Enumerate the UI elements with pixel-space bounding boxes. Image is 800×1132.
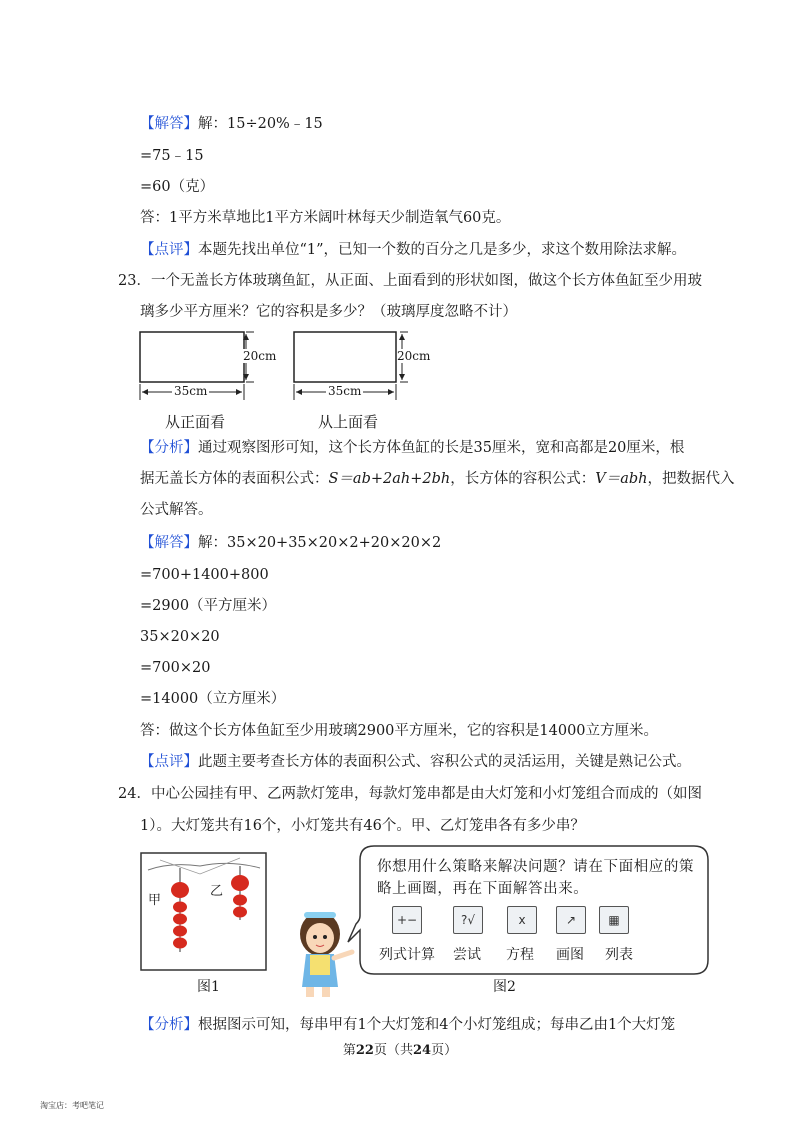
answer-tag: 【解答】: [140, 116, 198, 132]
analysis-tag: 【分析】: [140, 440, 198, 456]
bubble-line2: 略上画圈，再在下面解答出来。: [377, 881, 589, 897]
answer-tag: 【解答】: [140, 535, 198, 551]
q23-step5: =14000（立方厘米）: [140, 691, 286, 707]
q22-conclusion: 答：1平方米草地比1平方米阔叶林每天少制造氧气60克。: [140, 210, 511, 226]
graph-icon: ↗: [556, 906, 586, 934]
front-width-label: 35cm: [174, 384, 208, 398]
lantern-string-jia: [171, 868, 189, 952]
q23-step2: =2900（平方厘米）: [140, 598, 277, 614]
top-view-caption: 从上面看: [318, 413, 379, 431]
top-width-label: 35cm: [328, 384, 362, 398]
q23-analysis-line3: 公式解答。: [140, 502, 213, 518]
strategy-table: 列表: [605, 947, 633, 963]
page-footer: 第22页（共24页）: [342, 1043, 458, 1058]
front-view-caption: 从正面看: [165, 413, 226, 431]
label-jia: 甲: [148, 893, 162, 908]
q23-analysis-line1: 【分析】通过观察图形可知，这个长方体鱼缸的长是35厘米，宽和高都是20厘米，根: [140, 440, 685, 456]
analysis-tag: 【分析】: [140, 1017, 198, 1033]
table-icon: ▦: [599, 906, 629, 934]
total-pages: 24: [413, 1043, 432, 1058]
trial-icon: ?√: [453, 906, 483, 934]
bubble-line1: 你想用什么策略来解决问题？请在下面相应的策: [377, 859, 695, 875]
front-view-rect: [140, 332, 244, 382]
q23-step1: =700+1400+800: [140, 567, 269, 583]
q23-step4: =700×20: [140, 660, 211, 676]
q23-comment: 【点评】此题主要考查长方体的表面积公式、容积公式的灵活运用，关键是熟记公式。: [140, 754, 691, 770]
q23-conclusion: 答：做这个长方体鱼缸至少用玻璃2900平方厘米，它的容积是14000立方厘米。: [140, 723, 659, 739]
strategy-equation: 方程: [506, 947, 534, 963]
calculation-icon: +−: [392, 906, 422, 934]
q22-comment: 【点评】本题先找出单位“1”，已知一个数的百分之几是多少，求这个数用除法求解。: [140, 242, 687, 258]
strategy-graph: 画图: [556, 947, 584, 963]
q24-figure1: [140, 852, 268, 972]
equation-icon: x: [507, 906, 537, 934]
q23-answer-line: 【解答】解：35×20+35×20×2+20×20×2: [140, 535, 442, 551]
girl-illustration: [300, 912, 352, 997]
label-yi: 乙: [210, 884, 224, 899]
q23-step3: 35×20×20: [140, 629, 220, 645]
front-height-label: 20cm: [243, 349, 277, 363]
figure2-caption: 图2: [493, 979, 516, 995]
q23-question-line1: 23．一个无盖长方体玻璃鱼缸，从正面、上面看到的形状如图，做这个长方体鱼缸至少用玻: [118, 273, 702, 289]
comment-tag: 【点评】: [140, 754, 198, 770]
page-number: 22: [355, 1043, 374, 1058]
q22-step1: =75﹣15: [140, 148, 204, 164]
q22-step2: =60（克）: [140, 179, 215, 195]
strategy-calculation: 列式计算: [379, 947, 435, 963]
strategy-trial: 尝试: [453, 947, 481, 963]
q24-analysis-line1: 【分析】根据图示可知，每串甲有1个大灯笼和4个小灯笼组成；每串乙由1个大灯笼: [140, 1017, 676, 1033]
q22-answer-line: 【解答】解：15÷20%﹣15: [140, 116, 323, 132]
shop-note: 淘宝店：考吧笔记: [40, 1101, 104, 1110]
comment-tag: 【点评】: [140, 242, 198, 258]
q24-question-line1: 24．中心公园挂有甲、乙两款灯笼串，每款灯笼串都是由大灯笼和小灯笼组合而成的（如图: [118, 786, 702, 802]
top-view-rect: [294, 332, 396, 382]
string-icon: [148, 863, 260, 870]
q23-analysis-line2: 据无盖长方体的表面积公式：S＝ab+2ah+2bh，长方体的容积公式：V＝abh，把数据代入: [140, 471, 735, 487]
top-height-label: 20cm: [397, 349, 431, 363]
lantern-string-yi: [231, 866, 249, 920]
q23-question-line2: 璃多少平方厘米？它的容积是多少？（玻璃厚度忽略不计）: [140, 304, 517, 320]
figure1-caption: 图1: [197, 979, 220, 995]
q24-question-line2: 1）。大灯笼共有16个，小灯笼共有46个。甲、乙灯笼串各有多少串？: [140, 818, 585, 834]
